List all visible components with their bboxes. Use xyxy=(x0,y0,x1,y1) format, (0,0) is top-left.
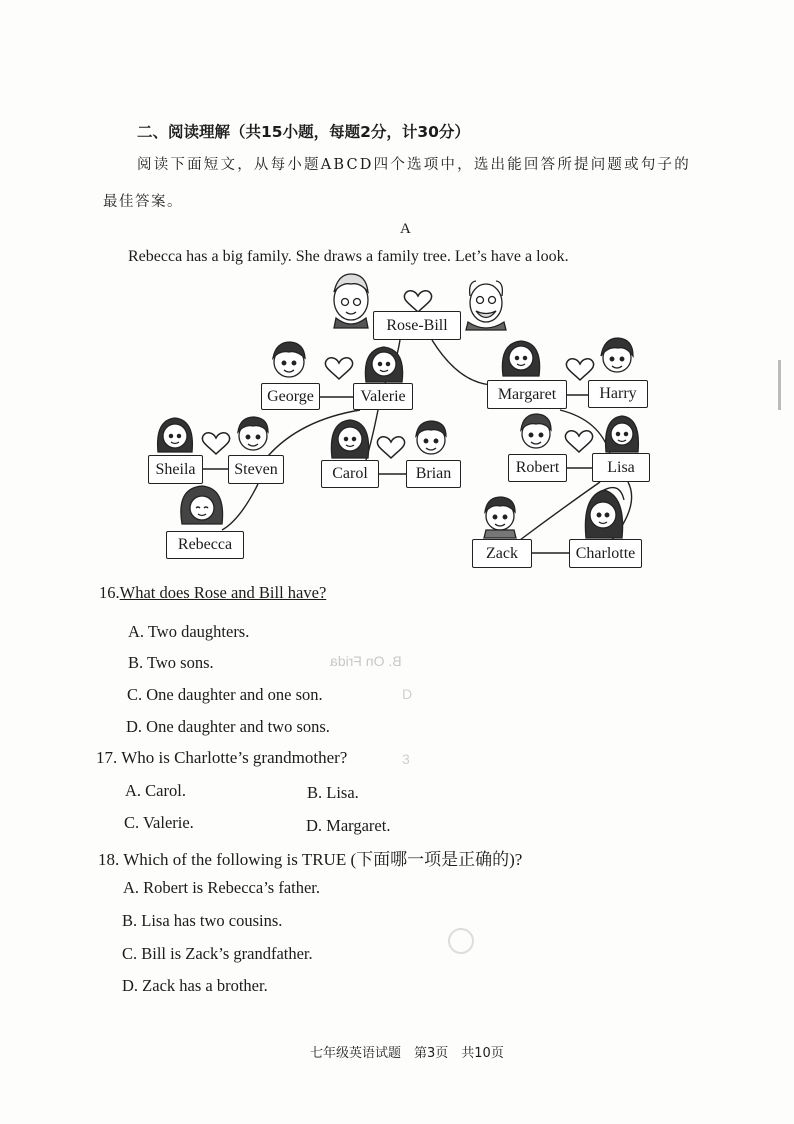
instruction-line-1: 阅读下面短文，从每小题ABCD四个选项中，选出能回答所提问题或句子的 xyxy=(137,157,691,173)
harry-portrait xyxy=(601,338,633,372)
heart-icon xyxy=(565,431,592,452)
option-18b: B. Lisa has two cousins. xyxy=(122,911,283,930)
carol-portrait xyxy=(331,420,368,458)
box-carol xyxy=(321,460,379,488)
box-sheila xyxy=(148,455,203,484)
box-brian xyxy=(406,460,461,488)
box-margaret xyxy=(487,380,567,409)
option-17b: B. Lisa. xyxy=(307,783,359,802)
name-robert: Robert xyxy=(515,459,560,476)
name-carol: Carol xyxy=(332,465,368,482)
sheila-portrait xyxy=(158,418,193,452)
question-text: Which of the following is TRUE (下面哪一项是正确的)? xyxy=(123,850,523,869)
heart-icon xyxy=(202,433,229,454)
bleed-through-text: D xyxy=(402,686,413,702)
steven-portrait xyxy=(238,417,268,450)
option-16d: D. One daughter and two sons. xyxy=(126,717,330,736)
valerie-portrait xyxy=(365,347,402,382)
option-17d: D. Margaret. xyxy=(306,816,391,835)
charlotte-portrait xyxy=(585,488,624,538)
robert-portrait xyxy=(521,414,551,448)
question-number: 17. xyxy=(96,748,118,767)
question-text: What does Rose and Bill have? xyxy=(119,583,327,602)
passage-intro: Rebecca has a big family. She draws a family tree. Let’s have a look. xyxy=(128,248,569,265)
name-lisa: Lisa xyxy=(607,458,635,476)
question-17 xyxy=(96,748,347,768)
option-18a: A. Robert is Rebecca’s father. xyxy=(123,878,321,897)
instruction-line-2: 最佳答案。 xyxy=(103,194,183,210)
box-robert xyxy=(508,454,567,482)
name-sheila: Sheila xyxy=(155,460,196,478)
heart-icon xyxy=(377,437,404,458)
box-valerie xyxy=(353,383,413,410)
name-margaret: Margaret xyxy=(497,385,557,403)
box-lisa xyxy=(592,453,650,482)
name-charlotte: Charlotte xyxy=(575,544,636,562)
option-16c: C. One daughter and one son. xyxy=(127,685,323,704)
question-16 xyxy=(99,583,326,603)
page-footer: 七年级英语试题 第3页 共10页 xyxy=(310,1046,504,1061)
lisa-portrait xyxy=(606,416,639,452)
name-zack: Zack xyxy=(486,544,518,562)
name-rebecca: Rebecca xyxy=(177,536,233,553)
heart-icon xyxy=(404,291,431,312)
section-heading: 二、阅读理解（共15小题，每题2分，计30分） xyxy=(137,123,470,141)
name-harry: Harry xyxy=(599,385,637,402)
question-18 xyxy=(98,845,522,870)
page-edge-shadow xyxy=(778,360,781,410)
name-rose-bill: Rose-Bill xyxy=(386,316,448,334)
heart-icon xyxy=(325,358,352,379)
passage-letter: A xyxy=(400,221,411,237)
george-portrait xyxy=(273,342,305,377)
option-16a: A. Two daughters. xyxy=(128,622,250,641)
bleed-through-text: B. On Frida xyxy=(330,653,402,669)
option-18d: D. Zack has a brother. xyxy=(122,976,268,995)
option-18c: C. Bill is Zack’s grandfather. xyxy=(122,944,313,963)
option-17a: A. Carol. xyxy=(125,781,186,800)
rebecca-portrait xyxy=(181,486,223,524)
box-rebecca xyxy=(166,531,244,559)
bleed-through-text: 3 xyxy=(402,751,410,767)
question-text: Who is Charlotte’s grandmother? xyxy=(121,748,348,767)
option-16b: B. Two sons. xyxy=(128,653,214,672)
smudge-mark xyxy=(448,928,474,954)
name-george: George xyxy=(267,387,314,405)
question-number: 16. xyxy=(99,583,120,602)
name-brian: Brian xyxy=(415,465,452,482)
name-valerie: Valerie xyxy=(360,387,406,405)
name-steven: Steven xyxy=(234,460,278,478)
box-zack xyxy=(472,539,532,568)
box-charlotte xyxy=(569,539,642,568)
margaret-portrait xyxy=(502,341,539,376)
zack-portrait xyxy=(484,497,516,538)
question-number: 18. xyxy=(98,850,120,869)
grandma-portrait xyxy=(334,274,368,328)
grandpa-portrait xyxy=(466,281,506,330)
box-harry xyxy=(588,380,648,408)
heart-icon xyxy=(566,359,593,380)
box-rose-bill xyxy=(373,311,461,340)
option-17c: C. Valerie. xyxy=(124,813,194,832)
box-steven xyxy=(228,455,284,484)
brian-portrait xyxy=(416,421,446,454)
box-george xyxy=(261,383,320,410)
